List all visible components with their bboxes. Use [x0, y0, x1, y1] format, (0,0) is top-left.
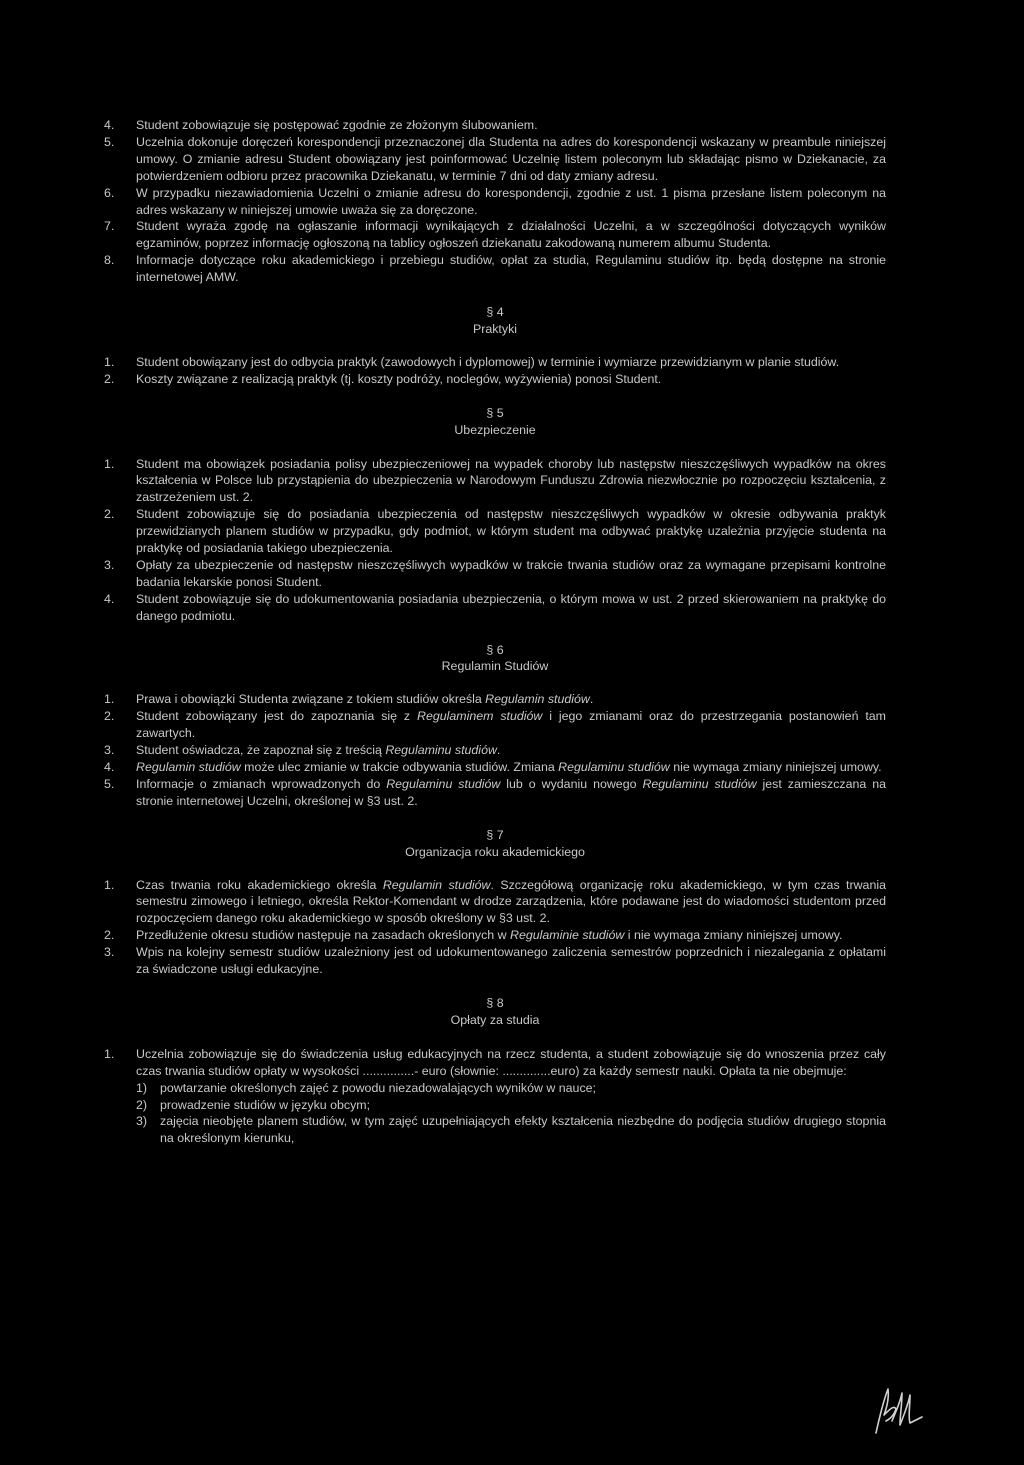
- regulation-reference: Regulaminu studiów: [642, 776, 757, 791]
- text-run: .: [496, 743, 501, 758]
- text-run: i jego zmianami oraz do przestrzegania postanowień tam zawartych.: [136, 709, 886, 741]
- text-run: nie wymaga zmiany niniejszej umowy.: [669, 760, 882, 774]
- item-number: 7.: [104, 219, 115, 234]
- list-item: [136, 1097, 886, 1114]
- section-5-heading: [104, 405, 886, 439]
- list-item: [104, 117, 886, 134]
- regulation-reference: Regulaminie studiów: [510, 928, 625, 943]
- list-item: [104, 506, 886, 557]
- item-text: [136, 708, 886, 742]
- section-sign: § 4: [486, 305, 504, 320]
- item-number: 3.: [104, 557, 115, 572]
- item-text: Student wyraża zgodę na ogłaszanie informacji wynikających z działalności Uczelni, a w szczególności dotyczących wyników egzaminów, poprzez informację ogłoszoną na tablicy ogłoszeń dziekanatu zakodowaną numerem albumu Studenta.: [136, 219, 886, 251]
- list-item: [104, 877, 886, 928]
- list-item: [104, 759, 886, 776]
- text-run: . Szczegółową organizację roku akademickiego, w tym czas trwania semestru zimowego i letniego, określa Rektor-Komendant w drodze zarządzenia, które podawane jest do wiadomości studentom przed rozpoczęciem danego roku akademickiego w sposób określony w §3 ust. 2.: [136, 877, 886, 926]
- item-text: Student zobowiązuje się do udokumentowania posiadania ubezpieczenia, o którym mowa w ust. 2 przed skierowaniem na praktykę do danego podmiotu.: [136, 591, 886, 623]
- item-number: 2.: [104, 507, 115, 522]
- item-number: 2.: [104, 371, 115, 386]
- item-text: [136, 776, 886, 810]
- section-7-list: [104, 877, 886, 978]
- list-item: [104, 708, 886, 742]
- section-title: Praktyki: [472, 321, 518, 336]
- section-sign: § 5: [486, 405, 504, 420]
- item-text: [136, 877, 886, 928]
- regulation-reference: Regulaminu studiów: [386, 776, 501, 791]
- item-number: 1.: [104, 692, 115, 707]
- section-6-list: [104, 691, 886, 809]
- item-text: [136, 759, 886, 776]
- section-title: Opłaty za studia: [450, 1012, 540, 1027]
- item-text: W przypadku niezawiadomienia Uczelni o zmianie adresu do korespondencji, zgodnie z ust. 1 pisma przesłane listem poleconym na adres wskazany w niniejszej umowie uważa się za doręczone.: [136, 185, 886, 217]
- section-title: Ubezpieczenie: [454, 422, 536, 437]
- text-run: Student oświadcza, że zapoznał się z treścią: [136, 743, 386, 758]
- section-title: Regulamin Studiów: [441, 659, 549, 674]
- text-run: może ulec zmianie w trakcie odbywania studiów. Zmiana: [240, 760, 559, 774]
- document-body: [104, 117, 886, 1147]
- list-item: [104, 456, 886, 507]
- list-item: [104, 557, 886, 591]
- list-item: [136, 1113, 886, 1147]
- item-text: [136, 691, 886, 708]
- list-item: [104, 691, 886, 708]
- item-number: 3.: [104, 743, 115, 758]
- item-number: 4.: [104, 760, 115, 774]
- item-text: Koszty związane z realizacją praktyk (tj. koszty podróży, noclegów, wyżywienia) ponosi Student.: [136, 371, 662, 386]
- item-text: Student ma obowiązek posiadania polisy ubezpieczeniowej na wypadek choroby lub następstw nieszczęśliwych wypadków na okres kształcenia w Polsce lub przystąpienia do ubezpieczenia w Narodowym Funduszu Zdrowia niezwłocznie po rozpoczęciu kształcenia, z zastrzeżeniem ust. 2.: [136, 456, 886, 505]
- list-item: [104, 218, 886, 252]
- list-item: [104, 944, 886, 978]
- regulation-reference: Regulamin studiów: [136, 760, 241, 774]
- item-text: [136, 927, 886, 944]
- regulation-reference: Regulamin studiów: [382, 877, 491, 892]
- text-run: lub o wydaniu nowego: [500, 776, 643, 791]
- item-text: powtarzanie określonych zajęć z powodu niezadowalających wyników w nauce;: [160, 1080, 596, 1095]
- item-number: 3): [136, 1114, 148, 1129]
- item-number: 8.: [104, 253, 115, 268]
- item-number: 4.: [104, 118, 115, 132]
- item-text: Student zobowiązuje się do posiadania ubezpieczenia od następstw nieszczęśliwych wypadków w okresie odbywania praktyk przewidzianych planem studiów w przypadku, gdy podmiot, w którym student ma odbywać praktykę uzależnia przyjęcie studenta na praktykę od posiadania takiego ubezpieczenia.: [136, 507, 886, 556]
- item-number: 2): [136, 1097, 148, 1112]
- text-run: .: [589, 692, 594, 707]
- list-item: [104, 371, 886, 388]
- item-number: 1.: [104, 1046, 115, 1061]
- item-number: 1.: [104, 877, 115, 892]
- item-number: 5.: [104, 134, 115, 149]
- list-paragraph-3-continued: [104, 117, 886, 286]
- list-item: [104, 927, 886, 944]
- item-text: Uczelnia zobowiązuje się do świadczenia usług edukacyjnych na rzecz studenta, a student zobowiązuje się do wnoszenia przez cały czas trwania studiów opłaty w wysokości ...............- euro (słownie: ..............euro) za każdy semestr nauki. Opłata ta nie obejmuje:: [136, 1046, 886, 1078]
- section-title: Organizacja roku akademickiego: [405, 844, 585, 859]
- handwritten-initials-signature: [870, 1385, 932, 1435]
- list-item: [104, 776, 886, 810]
- item-number: 4.: [104, 591, 115, 606]
- section-8-heading: [104, 995, 886, 1029]
- regulation-reference: Regulaminem studiów: [417, 709, 543, 724]
- text-run: Informacje o zmianach wprowadzonych do: [136, 776, 387, 791]
- text-run: Wpis na kolejny semestr studiów uzależniony jest od udokumentowanego zaliczenia semestrów poprzednich i niezalegania z opłatami za świadczone usługi edukacyjne.: [136, 945, 886, 977]
- item-number: 1.: [104, 354, 115, 369]
- regulation-reference: Regulaminu studiów: [385, 743, 497, 758]
- text-run: Prawa i obowiązki Studenta związane z tokiem studiów określa: [136, 692, 486, 707]
- text-run: jest zamieszczana na stronie internetowej Uczelni, określonej w §3 ust. 2.: [136, 776, 887, 808]
- item-text: [136, 742, 886, 759]
- regulation-reference: Regulaminu studiów: [558, 760, 670, 774]
- item-number: 1): [136, 1080, 148, 1095]
- item-number: 2.: [104, 709, 115, 724]
- item-number: 6.: [104, 185, 115, 200]
- regulation-reference: Regulamin studiów: [485, 692, 590, 707]
- item-number: 5.: [104, 776, 115, 791]
- item-text: Student zobowiązuje się postępować zgodnie ze złożonym ślubowaniem.: [136, 118, 538, 132]
- list-item: [136, 1080, 886, 1097]
- section-sign: § 8: [486, 995, 504, 1010]
- item-text: Informacje dotyczące roku akademickiego i przebiegu studiów, opłat za studia, Regulaminu studiów itp. będą dostępne na stronie internetowej AMW.: [136, 253, 886, 285]
- item-text: zajęcia nieobjęte planem studiów, w tym zajęć uzupełniających efekty kształcenia niezbędne do podjęcia studiów drugiego stopnia na określonym kierunku,: [160, 1114, 886, 1146]
- list-item: [104, 252, 886, 286]
- item-number: 1.: [104, 456, 115, 471]
- section-8-list: [104, 1046, 886, 1080]
- section-8-sublist: [136, 1080, 886, 1148]
- list-item: [104, 185, 886, 219]
- section-4-list: [104, 354, 886, 388]
- section-4-heading: [104, 304, 886, 338]
- section-sign: § 6: [486, 642, 504, 657]
- list-item: [104, 742, 886, 759]
- section-5-list: [104, 456, 886, 625]
- item-text: Opłaty za ubezpieczenie od następstw nieszczęśliwych wypadków w trakcie trwania studiów oraz za wymagane przepisami kontrolne badania lekarskie ponosi Student.: [136, 557, 886, 589]
- section-6-heading: [104, 642, 886, 676]
- item-text: Uczelnia dokonuje doręczeń korespondencji przeznaczonej dla Studenta na adres do korespondencji wskazany w preambule niniejszej umowy. O zmianie adresu Student obowiązany jest poinformować Uczelnię listem poleconym lub składając pismo w Dziekanacie, za potwierdzeniem odbioru przez pracownika Dziekanatu, w terminie 7 dni od daty zmiany adresu.: [136, 134, 886, 183]
- section-sign: § 7: [486, 827, 504, 842]
- text-run: Czas trwania roku akademickiego określa: [136, 877, 383, 892]
- text-run: Przedłużenie okresu studiów następuje na zasadach określonych w: [136, 928, 510, 943]
- item-number: 2.: [104, 928, 115, 943]
- text-run: Student zobowiązany jest do zapoznania się z: [136, 709, 418, 724]
- list-item: [104, 591, 886, 625]
- text-run: i nie wymaga zmiany niniejszej umowy.: [624, 928, 843, 943]
- item-text: [136, 944, 886, 978]
- item-number: 3.: [104, 945, 115, 960]
- list-item: [104, 134, 886, 185]
- list-item: [104, 354, 886, 371]
- section-7-heading: [104, 827, 886, 861]
- list-item: [104, 1046, 886, 1080]
- item-text: prowadzenie studiów w języku obcym;: [160, 1097, 371, 1112]
- item-text: Student obowiązany jest do odbycia praktyk (zawodowych i dyplomowej) w terminie i wymiarze przewidzianym w planie studiów.: [136, 354, 840, 369]
